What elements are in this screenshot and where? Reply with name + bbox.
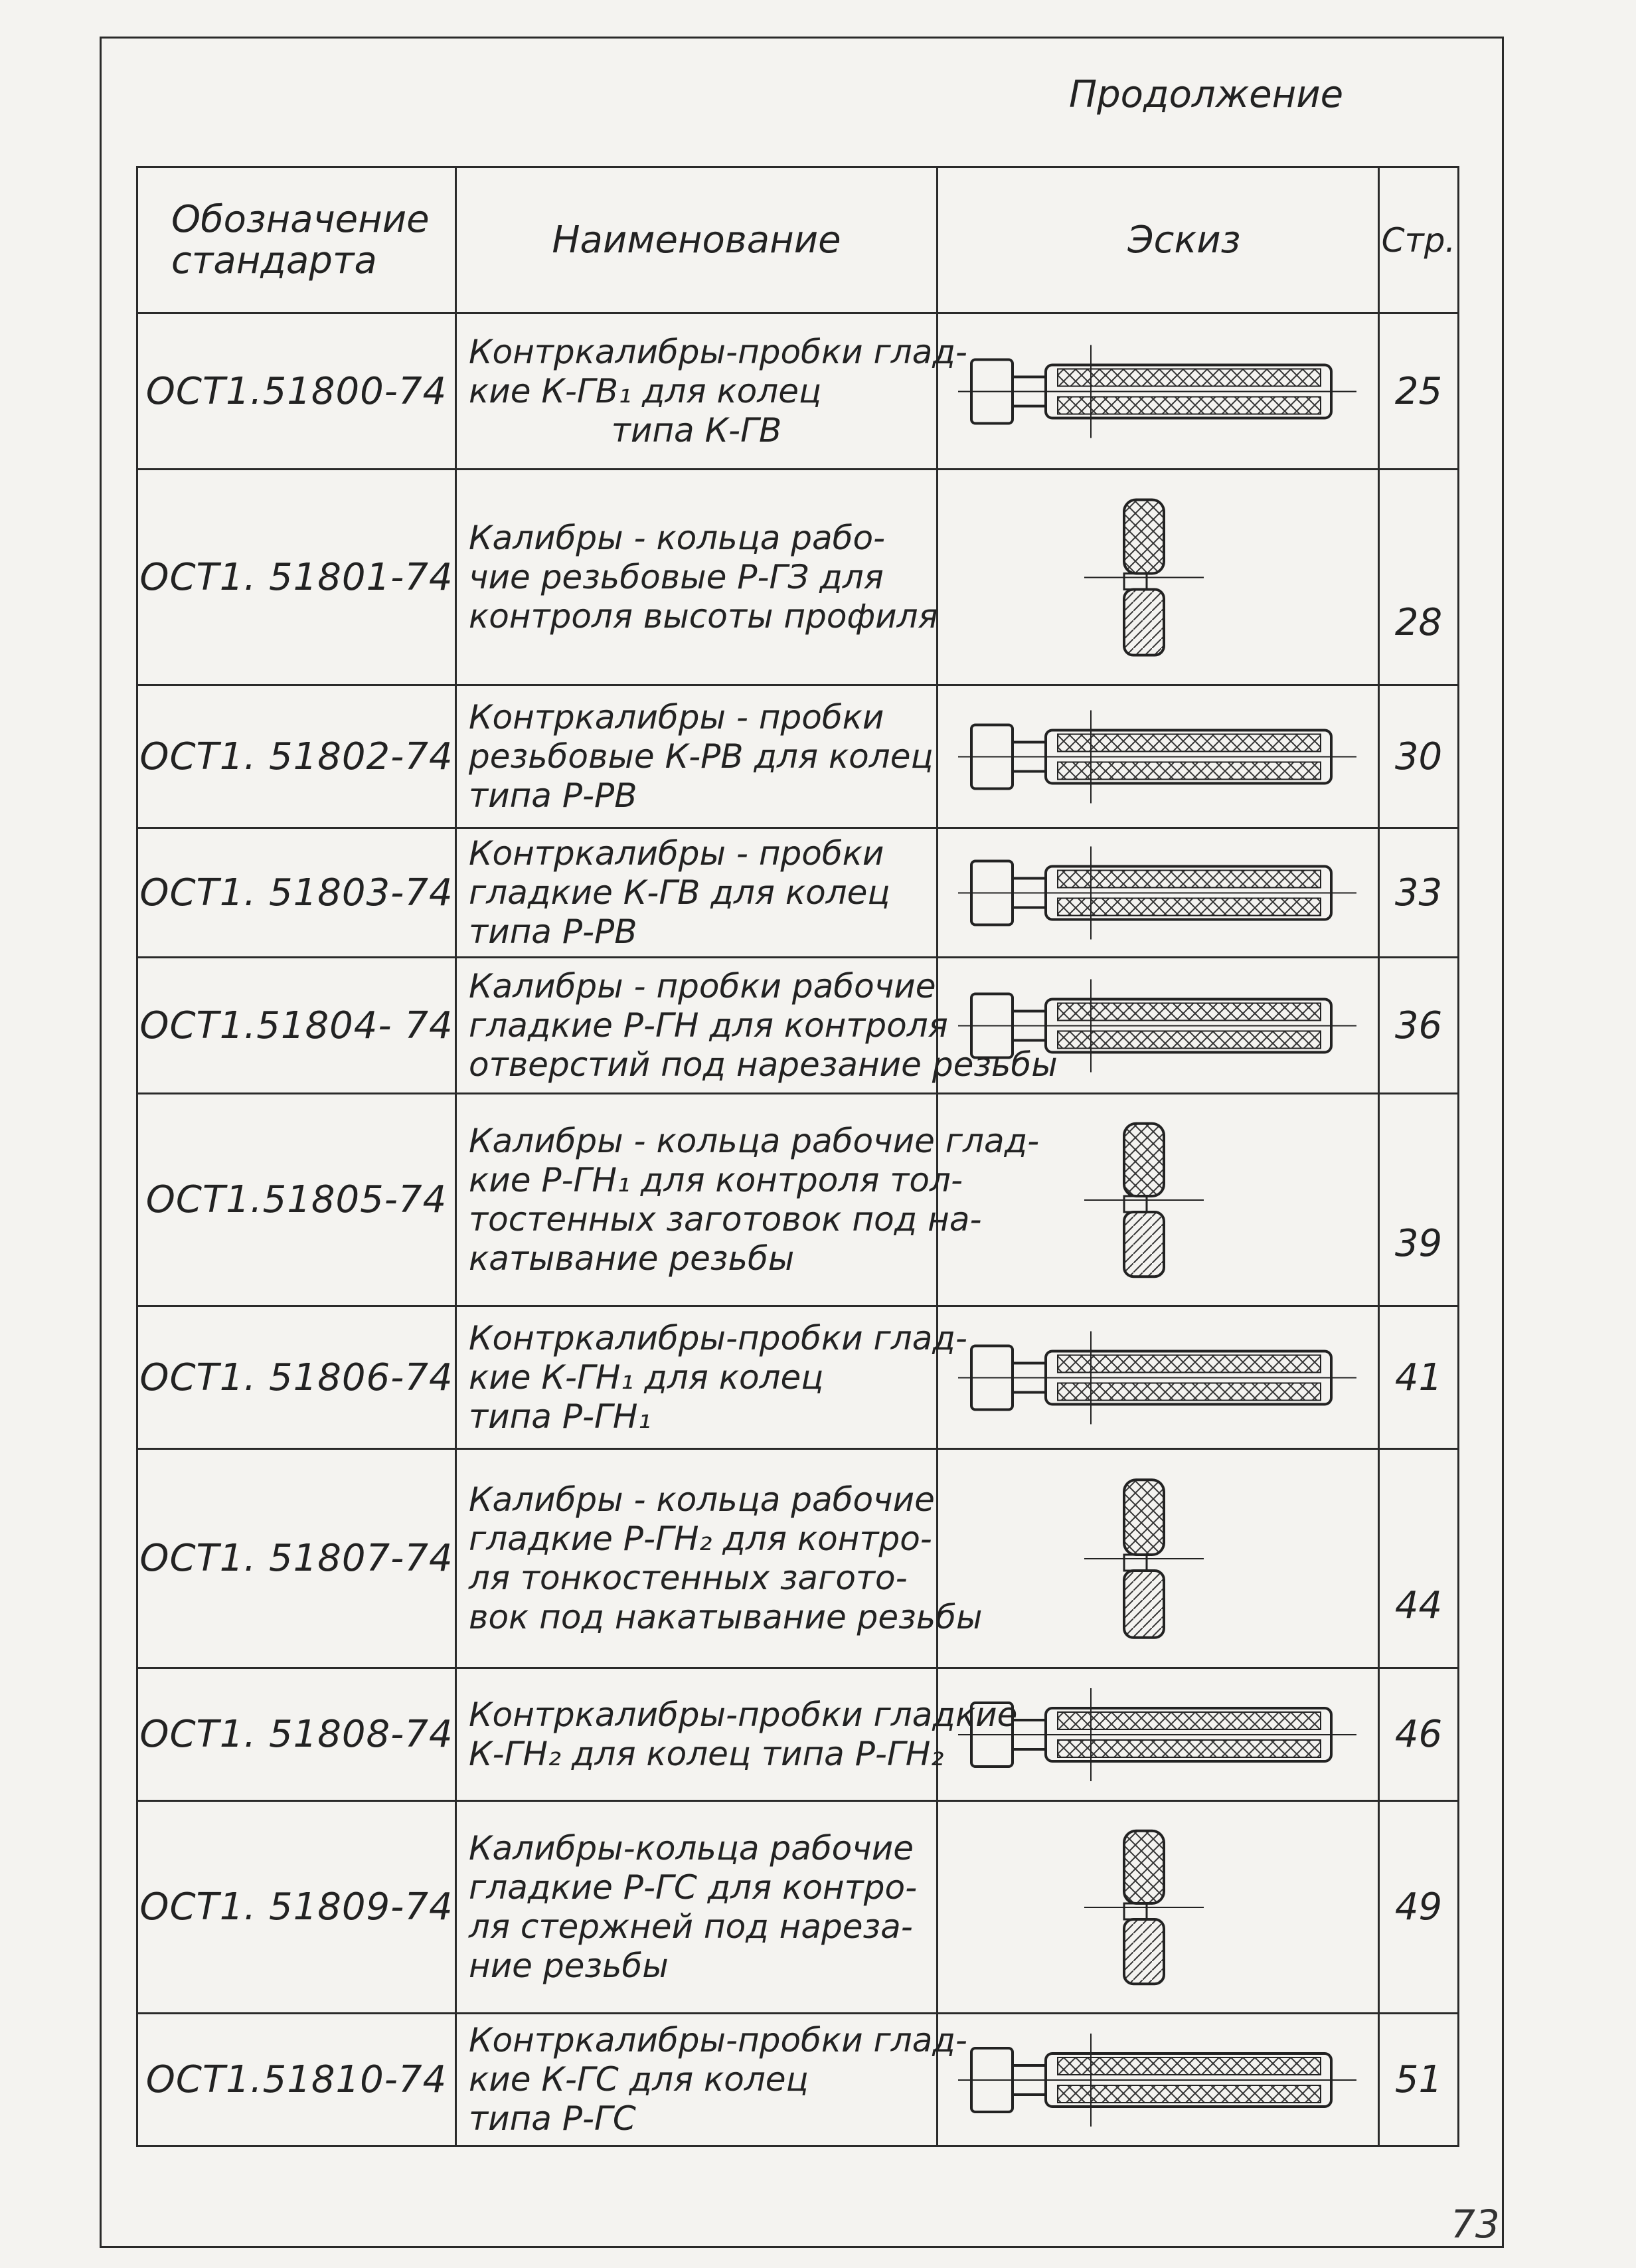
page-ref: 30 bbox=[1379, 685, 1459, 828]
header-name: Наименование bbox=[456, 167, 938, 313]
item-name-line: гладкие Р-ГН₂ для контро- bbox=[469, 1519, 932, 1558]
standard-code: ОСТ1. 51809-74 bbox=[137, 1801, 456, 2014]
item-name-line: ля стержней под нареза- bbox=[469, 1907, 913, 1946]
item-name-line: Калибры - кольца рабочие глад- bbox=[469, 1121, 1040, 1160]
sketch-cell bbox=[938, 828, 1379, 958]
standard-code: ОСТ1. 51806-74 bbox=[137, 1306, 456, 1449]
item-name-line: вок под накатывание резьбы bbox=[469, 1597, 983, 1636]
page-ref: 25 bbox=[1379, 313, 1459, 470]
standard-code: ОСТ1.51810-74 bbox=[137, 2014, 456, 2146]
item-name-line: гладкие Р-ГН для контроля bbox=[469, 1005, 948, 1045]
page-ref: 33 bbox=[1379, 828, 1459, 958]
item-name-line: Калибры - пробки рабочие bbox=[469, 966, 936, 1005]
item-name-line: контроля высоты профиля bbox=[469, 596, 938, 636]
item-name bbox=[456, 1306, 967, 1449]
sketch-cell bbox=[938, 1449, 1379, 1668]
standard-code: ОСТ1.51805-74 bbox=[137, 1094, 456, 1306]
sketch-cell bbox=[938, 1801, 1379, 2014]
header-standard bbox=[137, 167, 456, 313]
header-standard-line: Обозначение bbox=[171, 197, 430, 241]
item-name-line: кие К-ГН₁ для колец bbox=[469, 1357, 824, 1397]
standard-code: ОСТ1.51800-74 bbox=[137, 313, 456, 470]
standard-code: ОСТ1. 51802-74 bbox=[137, 685, 456, 828]
page-ref: 36 bbox=[1379, 958, 1459, 1094]
page-number: 73 bbox=[1451, 2202, 1500, 2247]
item-name bbox=[456, 685, 938, 828]
table-row bbox=[137, 958, 1459, 1094]
item-name-line: типа К-ГВ bbox=[611, 410, 782, 450]
item-name-line: чие резьбовые Р-ГЗ для bbox=[469, 557, 884, 596]
item-name-line: Контркалибры-пробки глад- bbox=[469, 332, 967, 371]
standard-code: ОСТ1.51804- 74 bbox=[137, 958, 456, 1094]
item-name-line: отверстий под нарезание резьбы bbox=[469, 1045, 1058, 1084]
item-name-line: ля тонкостенных загото- bbox=[469, 1558, 908, 1597]
item-name bbox=[456, 2014, 967, 2146]
page-ref: 44 bbox=[1379, 1449, 1459, 1668]
page-ref: 51 bbox=[1379, 2014, 1459, 2146]
page-ref: 49 bbox=[1379, 1801, 1459, 2014]
continuation-label: Продолжение bbox=[1069, 73, 1344, 116]
item-name-line: типа Р-ГН₁ bbox=[469, 1397, 651, 1436]
item-name-line: ние резьбы bbox=[469, 1946, 669, 1985]
plug-gauge-icon bbox=[938, 2016, 1376, 2144]
table-row bbox=[137, 1668, 1459, 1801]
item-name-line: кие К-ГС для колец bbox=[469, 2060, 809, 2099]
item-name bbox=[456, 1801, 938, 2014]
table-row bbox=[137, 1094, 1459, 1306]
table-row bbox=[137, 828, 1459, 958]
standard-code: ОСТ1. 51808-74 bbox=[137, 1668, 456, 1801]
table-row bbox=[137, 1449, 1459, 1668]
header-sketch: Эскиз bbox=[938, 167, 1379, 313]
item-name-line: Контркалибры-пробки гладкие bbox=[469, 1695, 1018, 1734]
table-row bbox=[137, 685, 1459, 828]
table-row bbox=[137, 2014, 1459, 2146]
table-body bbox=[137, 313, 1459, 2146]
item-name bbox=[456, 1449, 983, 1668]
item-name-line: Контркалибры-пробки глад- bbox=[469, 1318, 967, 1357]
plug-gauge-icon bbox=[938, 687, 1376, 826]
sketch-cell bbox=[938, 685, 1379, 828]
item-name-line: типа Р-РВ bbox=[469, 912, 637, 951]
page-ref: 39 bbox=[1379, 1094, 1459, 1306]
page-ref: 28 bbox=[1379, 470, 1459, 685]
item-name-line: Калибры - кольца рабо- bbox=[469, 518, 886, 557]
item-name-line: К-ГН₂ для колец типа Р-ГН₂ bbox=[469, 1734, 944, 1773]
header-page: Стр. bbox=[1379, 167, 1459, 313]
page-ref: 41 bbox=[1379, 1306, 1459, 1449]
table-row bbox=[137, 1306, 1459, 1449]
standard-code: ОСТ1. 51803-74 bbox=[137, 828, 456, 958]
sketch-cell bbox=[938, 2014, 1379, 2146]
sketch-cell bbox=[938, 1668, 1379, 1801]
plug-gauge-icon bbox=[938, 830, 1376, 956]
plug-gauge-icon bbox=[938, 1670, 1376, 1799]
table-row bbox=[137, 1801, 1459, 2014]
item-name-line: типа Р-РВ bbox=[469, 776, 637, 815]
item-name bbox=[456, 1668, 1018, 1801]
item-name bbox=[456, 828, 938, 958]
item-name bbox=[456, 313, 967, 470]
item-name-line: гладкие Р-ГС для контро- bbox=[469, 1868, 918, 1907]
item-name-line: Контркалибры-пробки глад- bbox=[469, 2021, 967, 2059]
standard-code: ОСТ1. 51801-74 bbox=[137, 470, 456, 685]
table-row bbox=[137, 313, 1459, 470]
standard-code: ОСТ1. 51807-74 bbox=[137, 1449, 456, 1668]
table-header-row bbox=[137, 167, 1459, 313]
standards-table bbox=[136, 166, 1459, 2147]
item-name-line: Контркалибры - пробки bbox=[469, 697, 884, 737]
item-name bbox=[456, 470, 938, 685]
page-ref: 46 bbox=[1379, 1668, 1459, 1801]
item-name-line: Калибры - кольца рабочие bbox=[469, 1480, 935, 1519]
table-row bbox=[137, 470, 1459, 685]
ring-gauge-section-icon bbox=[938, 1451, 1376, 1666]
item-name-line: кие Р-ГН₁ для контроля тол- bbox=[469, 1160, 963, 1199]
item-name bbox=[456, 1094, 1040, 1306]
item-name-line: резьбовые К-РВ для колец bbox=[469, 737, 934, 776]
item-name-line: Калибры-кольца рабочие bbox=[469, 1828, 914, 1868]
item-name-line: гладкие К-ГВ для колец bbox=[469, 873, 890, 912]
item-name bbox=[456, 958, 1058, 1094]
item-name-line: катывание резьбы bbox=[469, 1239, 795, 1278]
item-name-line: типа Р-ГС bbox=[469, 2099, 636, 2138]
plug-gauge-icon bbox=[938, 1308, 1376, 1447]
item-name-line: тостенных заготовок под на- bbox=[469, 1199, 982, 1239]
sketch-cell bbox=[938, 313, 1379, 470]
sketch-cell bbox=[938, 1306, 1379, 1449]
plug-gauge-icon bbox=[938, 315, 1376, 468]
item-name-line: Контркалибры - пробки bbox=[469, 833, 884, 873]
ring-gauge-section-icon bbox=[938, 1803, 1376, 2012]
ring-gauge-section-icon bbox=[938, 472, 1376, 683]
item-name-line: кие К-ГВ₁ для колец bbox=[469, 371, 822, 410]
sketch-cell bbox=[938, 470, 1379, 685]
header-standard-line: стандарта bbox=[171, 238, 377, 282]
